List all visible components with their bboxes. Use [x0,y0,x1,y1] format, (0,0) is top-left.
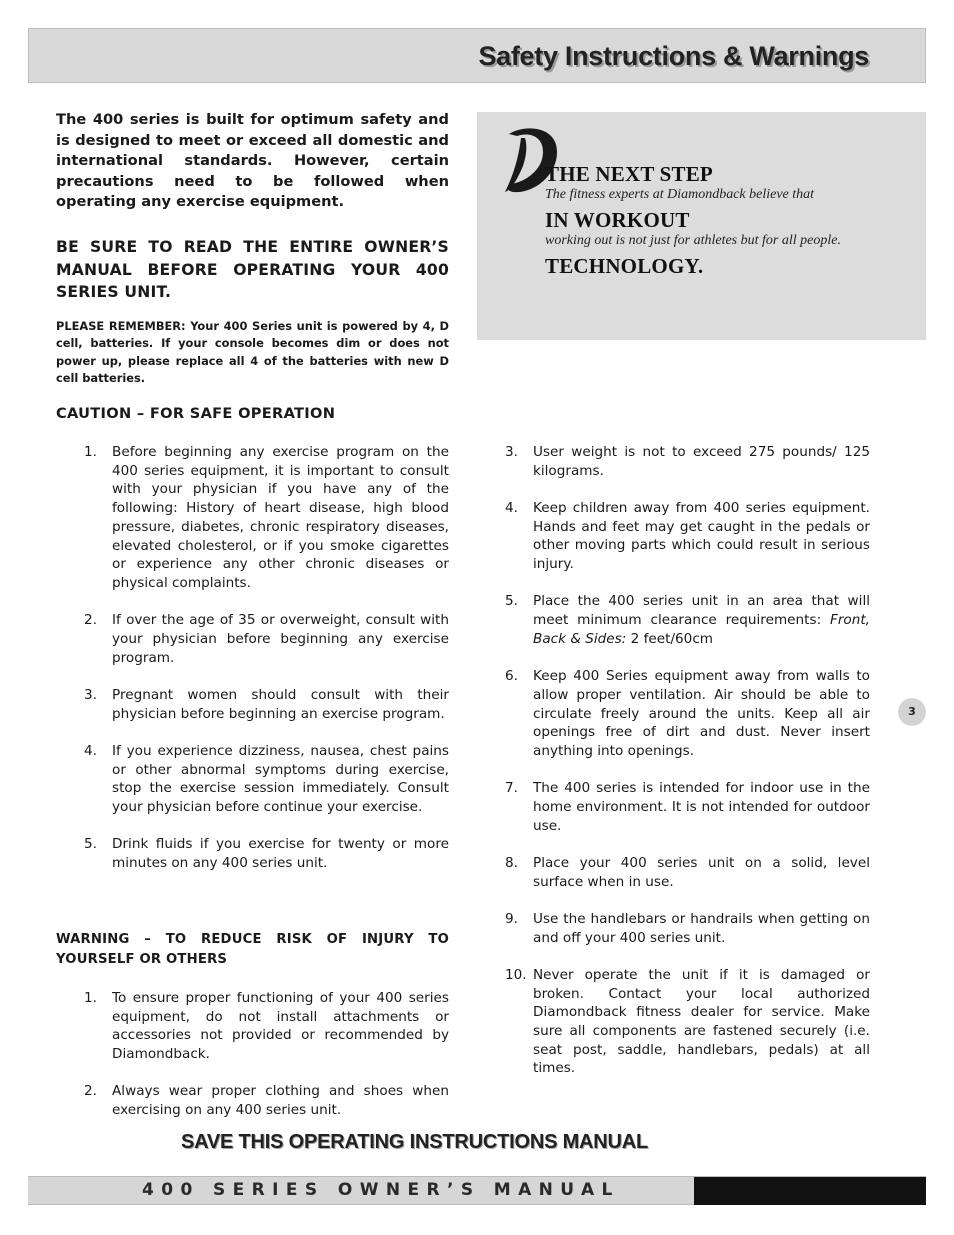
promo-box [477,112,926,340]
list-item [84,742,449,817]
page-number-badge: 3 [898,698,926,726]
page-title: Safety Instructions & Warnings [478,41,869,71]
item-number: 5. [505,593,518,610]
item-text: Keep 400 Series equipment away from walls to allow proper ventilation. Air should be able to circulate freely around the units. Keep all air openings free of dirt and dust. Never insert anything into openings. [533,668,870,759]
list-item [505,966,870,1078]
item-text: Always wear proper clothing and shoes when exercising on any 400 series unit. [112,1083,449,1119]
item-number: 9. [505,910,518,927]
read-manual-notice: BE SURE TO READ THE ENTIRE OWNER’S MANUAL BEFORE OPERATING YOUR 400 SERIES UNIT. [56,238,449,301]
caution-list [84,443,449,891]
item-text: Keep children away from 400 series equipment. Hands and feet may get caught in the pedals or other moving parts which could result in serious injury. [533,500,870,573]
item-text: Pregnant women should consult with their physician before beginning an exercise program. [112,686,449,722]
promo-sub-2: working out is not just for athletes but for all people. [545,233,841,248]
header-bar [28,28,926,83]
save-manual-notice: SAVE THIS OPERATING INSTRUCTIONS MANUAL [181,1131,649,1153]
item-number: 6. [505,668,518,685]
item-text-block [533,592,870,648]
footer-black-block [694,1177,926,1205]
footer-title: 400 SERIES OWNER’S MANUAL [142,1180,620,1200]
item-number: 2. [84,612,97,629]
list-item [505,592,870,648]
item-number: 2. [84,1083,97,1100]
item-text: If you experience dizziness, nausea, chest pains or other abnormal symptoms during exercise, stop the exercise session immediately. Consult your physician before continue your exercise. [112,742,449,816]
promo-text [545,162,841,278]
promo-line-1: THE NEXT STEP [545,162,713,186]
item-text: Place the 400 series unit in an area that will meet minimum clearance requirements: [533,593,870,629]
item-text: If over the age of 35 or overweight, consult with your physician before beginning any exercise program. [112,612,449,666]
item-number: 4. [84,742,97,759]
item-text: Use the handlebars or handrails when getting on and off your 400 series unit. [533,910,870,946]
item-number: 7. [505,780,518,797]
list-item [505,854,870,891]
list-item [505,667,870,761]
item-tail: 2 feet/60cm [626,630,714,647]
warning-list [84,989,449,1138]
item-number: 1. [84,990,97,1006]
item-text: User weight is not to exceed 275 pounds/ 125 kilograms. [533,444,870,479]
item-number: 3. [84,686,97,703]
item-text: Drink fluids if you exercise for twenty or more minutes on any 400 series unit. [112,836,449,872]
list-item [505,499,870,574]
item-number: 3. [505,444,518,460]
promo-line-2: IN WORKOUT [545,208,690,232]
item-number: 10. [505,966,527,983]
list-item [84,686,449,723]
list-item [505,910,870,947]
item-text: Place your 400 series unit on a solid, level surface when in use. [533,854,870,890]
list-item [505,443,870,480]
continued-list [505,443,870,1097]
promo-line-3: TECHNOLOGY. [545,254,704,278]
list-item [84,835,449,872]
item-number: 8. [505,854,518,871]
list-item [505,779,870,835]
caution-heading: CAUTION – FOR SAFE OPERATION [56,405,336,422]
battery-reminder: PLEASE REMEMBER: Your 400 Series unit is powered by 4, D cell, batteries. If your console becomes dim or does not power up, please replace all 4 of the batteries with new D cell batteries. [56,319,449,386]
item-number: 1. [84,444,97,460]
item-text: To ensure proper functioning of your 400 series equipment, do not install attachments or accessories not provided or recommended by Diamondback. [112,990,449,1063]
item-text: The 400 series is intended for indoor use in the home environment. It is not intended for outdoor use. [533,780,870,834]
promo-sub-1: The fitness experts at Diamondback believe that [545,187,815,202]
list-item [84,443,449,593]
item-number: 5. [84,836,97,853]
list-item [84,1082,449,1119]
item-number: 4. [505,500,518,516]
warning-heading: WARNING – TO REDUCE RISK OF INJURY TO YOURSELF OR OTHERS [56,932,449,967]
intro-paragraph: The 400 series is built for optimum safety and is designed to meet or exceed all domestic and international standards. However, certain precautions need to be followed when operating any exercise equipment. [56,111,449,211]
list-item [84,989,449,1064]
item-italic: Front, Back & Sides: [533,612,870,647]
item-text: Never operate the unit if it is damaged or broken. Contact your local authorized Diamondback fitness dealer for service. Make sure all components are fastened securely (i.e. seat post, saddle, handlebars, pedals) at all times. [533,966,870,1077]
item-text: Before beginning any exercise program on the 400 series equipment, it is important to consult with your physician if you have any of the following: History of heart disease, high blood pressure, diabetes, chronic respiratory diseases, elevated cholesterol, or if you smoke cigarettes or experience any other chronic diseases or physical complaints. [112,444,449,591]
list-item [84,611,449,667]
